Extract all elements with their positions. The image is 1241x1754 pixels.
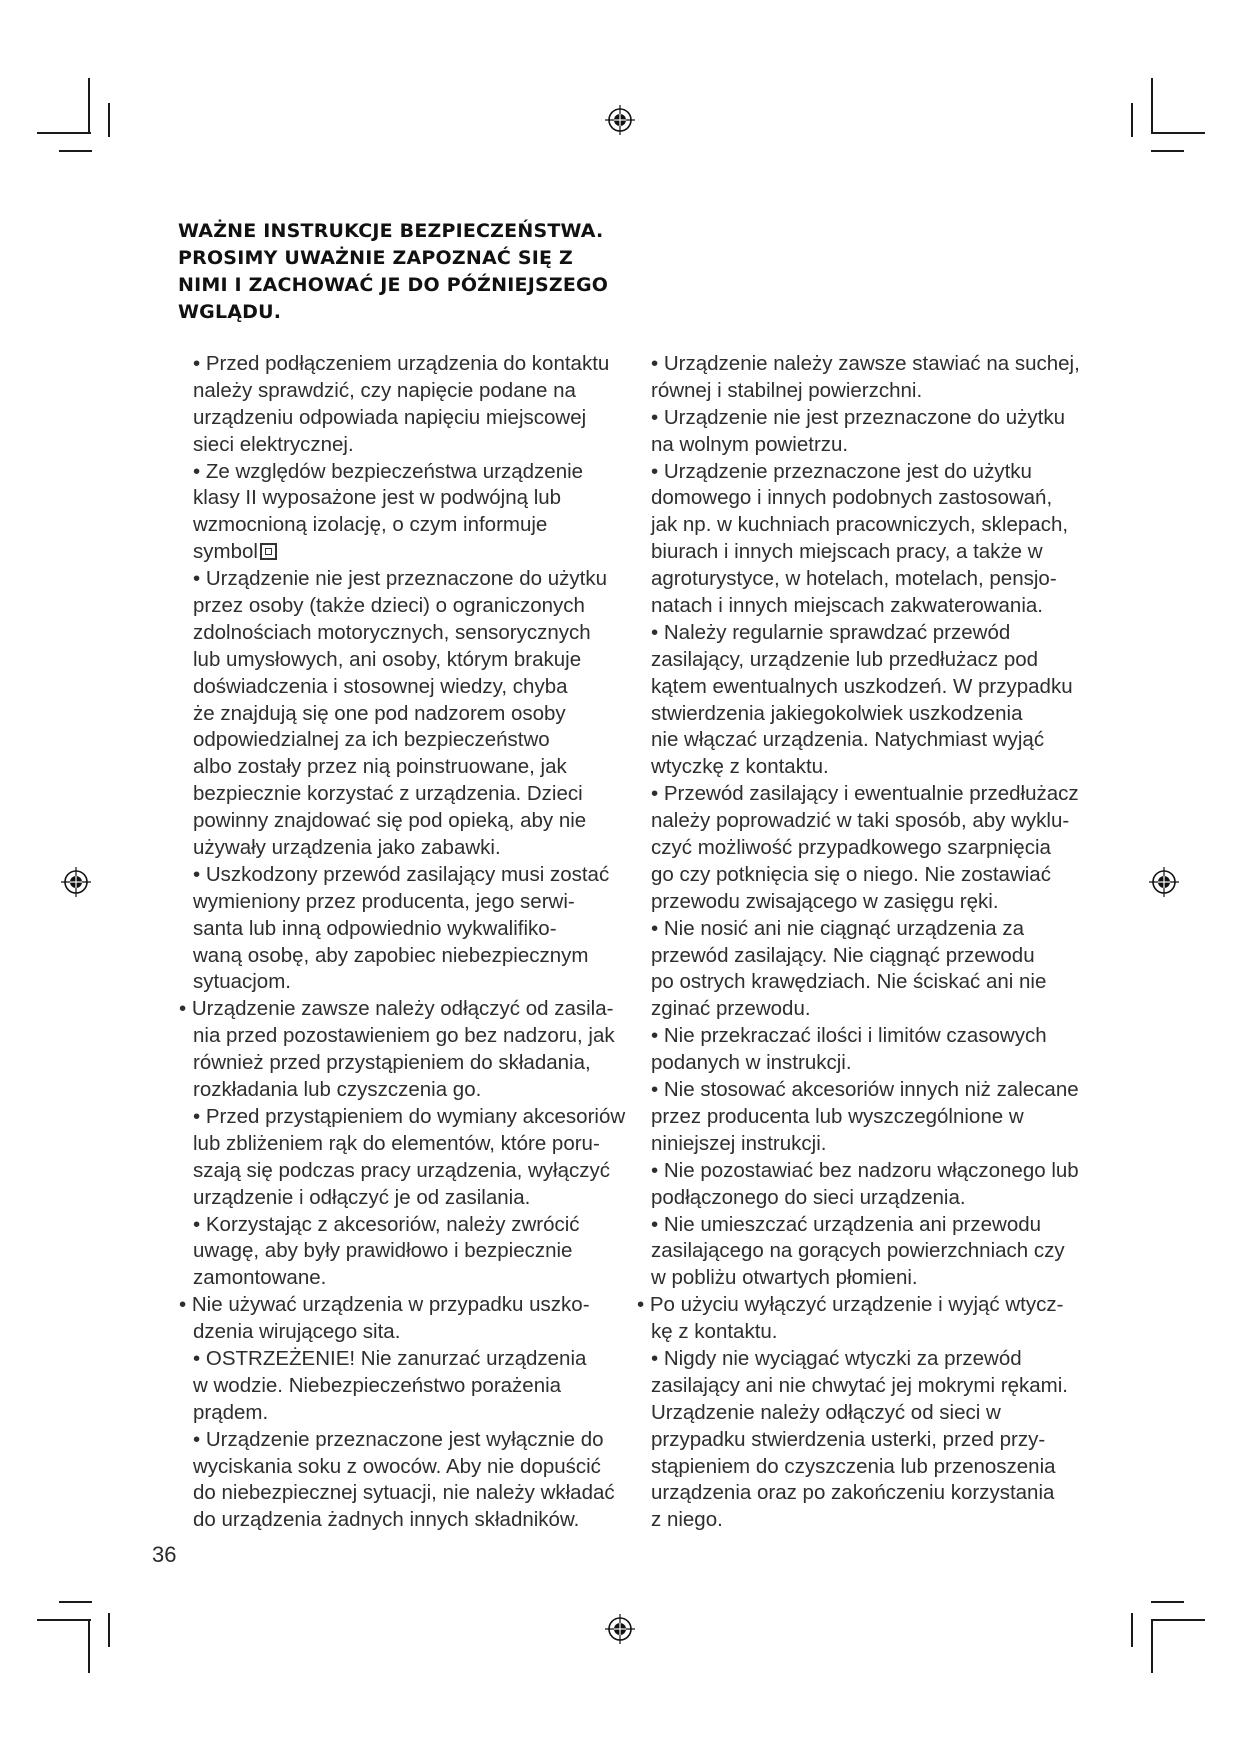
text-line: • Urządzenie przeznaczone jest wyłącznie do xyxy=(193,1427,604,1451)
text-line: w wodzie. Niebezpieczeństwo porażenia xyxy=(193,1373,562,1397)
text-line: santa lub inną odpowiednio wykwalifiko- xyxy=(193,916,557,940)
text-line: czyć możliwość przypadkowego szarpnięcia xyxy=(651,836,1051,860)
heading-line: WAŻNE INSTRUKCJE BEZPIECZEŃSTWA. xyxy=(178,220,604,242)
text-line: go czy potknięcia się o niego. Nie zostawiać xyxy=(651,862,1051,886)
text-line: • Przewód zasilający i ewentualnie przedłużacz xyxy=(651,782,1079,806)
text-line: zginać przewodu. xyxy=(651,997,811,1021)
crop-mark-tl-h1 xyxy=(37,132,91,134)
text-line: prądem. xyxy=(193,1400,269,1424)
text-line: • Nie umieszczać urządzenia ani przewodu xyxy=(651,1212,1042,1236)
text-line: zamontowane. xyxy=(193,1266,327,1290)
crop-mark-tr-v1 xyxy=(1151,78,1153,132)
text-line: wtyczkę z kontaktu. xyxy=(651,755,829,779)
registration-mark-right xyxy=(1149,867,1179,897)
registration-mark-top xyxy=(605,105,635,135)
text-line: • Nie używać urządzenia w przypadku uszko- xyxy=(179,1293,590,1317)
text-line: bezpiecznie korzystać z urządzenia. Dzieci xyxy=(193,782,583,806)
text-line: powinny znajdować się pod opieką, aby nie xyxy=(193,809,587,833)
text-line: • Należy regularnie sprawdzać przewód xyxy=(651,620,1011,644)
text-line: • Nie stosować akcesoriów innych niż zalecane xyxy=(651,1078,1079,1102)
text-line: że znajdują się one pod nadzorem osoby xyxy=(193,701,566,725)
text-line: używały urządzenia jako zabawki. xyxy=(193,836,501,860)
text-line: przez producenta lub wyszczególnione w xyxy=(651,1104,1024,1128)
text-line: • Urządzenie przeznaczone jest do użytku xyxy=(651,459,1032,483)
text-line: • Nie nosić ani nie ciągnąć urządzenia za xyxy=(651,916,1024,940)
text-line: przewód zasilający. Nie ciągnąć przewodu xyxy=(651,943,1035,967)
crop-mark-bl-h2 xyxy=(37,1619,91,1621)
text-line: dzenia wirującego sita. xyxy=(193,1320,401,1344)
text-line: niniejszej instrukcji. xyxy=(651,1131,827,1155)
symbol-line xyxy=(193,539,643,566)
heading-line: NIMI I ZACHOWAĆ JE DO PÓŹNIEJSZEGO xyxy=(178,274,609,296)
text-line: po ostrych krawędziach. Nie ściskać ani nie xyxy=(651,970,1047,994)
text-line: wyciskania soku z owoców. Aby nie dopuścić xyxy=(193,1454,601,1478)
text-line: z niego. xyxy=(651,1508,723,1532)
text-line: zasilający, urządzenie lub przedłużacz pod xyxy=(651,647,1039,671)
text-line: zdolnościach motorycznych, sensorycznych xyxy=(193,620,591,644)
text-line: przewodu zwisającego w zasięgu ręki. xyxy=(651,889,999,913)
text-line: Urządzenie należy odłączyć od sieci w xyxy=(651,1400,1001,1424)
text-line: w pobliżu otwartych płomieni. xyxy=(651,1266,918,1290)
text-line: waną osobę, aby zapobiec niebezpiecznym xyxy=(193,943,589,967)
text-line: stąpieniem do czyszczenia lub przenoszenia xyxy=(651,1454,1056,1478)
crop-mark-br-v1 xyxy=(1151,1619,1153,1673)
text-line: jak np. w kuchniach pracowniczych, sklepach, xyxy=(651,513,1069,537)
crop-mark-tr-h2 xyxy=(1151,150,1184,152)
text-line: odpowiedzialnej za ich bezpieczeństwo xyxy=(193,728,550,752)
text-line: • Urządzenie nie jest przeznaczone do użytku xyxy=(193,567,607,591)
text-line: • Uszkodzony przewód zasilający musi zostać xyxy=(193,862,610,886)
heading-line: PROSIMY UWAŻNIE ZAPOZNAĆ SIĘ Z xyxy=(178,247,573,269)
text-line: • Przed przystąpieniem do wymiany akcesoriów xyxy=(193,1104,626,1128)
crop-mark-tl-v1 xyxy=(88,78,90,132)
text-line: przypadku stwierdzenia usterki, przed przy- xyxy=(651,1427,1046,1451)
crop-mark-br-v2 xyxy=(1131,1613,1133,1647)
text-line: należy sprawdzić, czy napięcie podane na xyxy=(193,378,576,402)
page-number: 36 xyxy=(152,1542,177,1567)
heading-line: WGLĄDU. xyxy=(178,301,282,323)
text-line: lub umysłowych, ani osoby, którym brakuje xyxy=(193,647,582,671)
text-line: kę z kontaktu. xyxy=(651,1320,778,1344)
text-line: • Urządzenie zawsze należy odłączyć od zasila- xyxy=(179,997,614,1021)
text-line: sytuacjom. xyxy=(193,970,291,994)
text-line: równej i stabilnej powierzchni. xyxy=(651,378,923,402)
text-line: symbol xyxy=(193,540,258,564)
text-line: wymieniony przez producenta, jego serwi- xyxy=(193,889,575,913)
text-line: nie włączać urządzenia. Natychmiast wyjąć xyxy=(651,728,1045,752)
text-line: zasilającego na gorących powierzchniach czy xyxy=(651,1239,1065,1263)
text-line: lub zbliżeniem rąk do elementów, które poru- xyxy=(193,1131,600,1155)
text-line: sieci elektrycznej. xyxy=(193,432,354,456)
text-line: • Nie przekraczać ilości i limitów czasowych xyxy=(651,1024,1047,1048)
text-line: szają się podczas pracy urządzenia, wyłączyć xyxy=(193,1158,611,1182)
crop-mark-tl-v2 xyxy=(108,103,110,137)
text-line: albo zostały przez nią poinstruowane, jak xyxy=(193,755,567,779)
text-line: • OSTRZEŻENIE! Nie zanurzać urządzenia xyxy=(193,1346,587,1370)
text-line: stwierdzenia jakiegokolwiek uszkodzenia xyxy=(651,701,1023,725)
text-line: urządzenie i odłączyć je od zasilania. xyxy=(193,1185,531,1209)
text-line: domowego i innych podobnych zastosowań, xyxy=(651,486,1053,510)
text-line: • Urządzenie nie jest przeznaczone do użytku xyxy=(651,405,1065,429)
text-line: biurach i innych miejscach pracy, a także w xyxy=(651,540,1043,564)
text-line: również przed przystąpieniem do składania, xyxy=(193,1051,591,1075)
crop-mark-tr-v2 xyxy=(1131,103,1133,137)
text-line: podłączonego do sieci urządzenia. xyxy=(651,1185,966,1209)
text-line: uwagę, aby były prawidłowo i bezpiecznie xyxy=(193,1239,573,1263)
text-line: zasilający ani nie chwytać jej mokrymi rękami. xyxy=(651,1373,1068,1397)
text-line: agroturystyce, w hotelach, motelach, pensjo- xyxy=(651,567,1057,591)
text-line: • Urządzenie należy zawsze stawiać na suchej, xyxy=(651,352,1080,375)
crop-mark-br-h1 xyxy=(1151,1601,1184,1603)
right-column xyxy=(637,351,1096,1534)
text-line: należy poprowadzić w taki sposób, aby wyklu- xyxy=(651,809,1070,833)
crop-mark-bl-v2 xyxy=(108,1613,110,1647)
text-line: • Po użyciu wyłączyć urządzenie i wyjąć wtycz- xyxy=(637,1293,1064,1317)
text-line: wzmocnioną izolację, o czym informuje xyxy=(193,513,548,537)
text-line: • Ze względów bezpieczeństwa urządzenie xyxy=(193,459,584,483)
text-line: nia przed pozostawieniem go bez nadzoru, jak xyxy=(193,1024,615,1048)
text-line: • Nigdy nie wyciągać wtyczki za przewód xyxy=(651,1346,1022,1370)
safety-heading xyxy=(178,218,638,326)
crop-mark-bl-h1 xyxy=(59,1601,92,1603)
crop-mark-tr-h1 xyxy=(1151,132,1205,134)
crop-mark-tl-h2 xyxy=(59,150,92,152)
text-line: do niebezpiecznej sytuacji, nie należy wkładać xyxy=(193,1481,615,1505)
registration-mark-bottom xyxy=(605,1614,635,1644)
text-line: do urządzenia żadnych innych składników. xyxy=(193,1508,580,1532)
text-line: natach i innych miejscach zakwaterowania. xyxy=(651,594,1043,618)
double-square-icon xyxy=(260,543,277,560)
registration-mark-left xyxy=(61,867,91,897)
text-line: na wolnym powietrzu. xyxy=(651,432,849,456)
text-line: urządzenia oraz po zakończeniu korzystania xyxy=(651,1481,1055,1505)
text-line: urządzeniu odpowiada napięciu miejscowej xyxy=(193,405,587,429)
text-line: kątem ewentualnych uszkodzeń. W przypadku xyxy=(651,674,1073,698)
text-line: • Korzystając z akcesoriów, należy zwrócić xyxy=(193,1212,580,1236)
crop-mark-bl-v1 xyxy=(88,1619,90,1673)
text-line: podanych w instrukcji. xyxy=(651,1051,852,1075)
text-line: klasy II wyposażone jest w podwójną lub xyxy=(193,486,562,510)
text-line: • Nie pozostawiać bez nadzoru włączonego lub xyxy=(651,1158,1079,1182)
text-line: rozkładania lub czyszczenia go. xyxy=(193,1078,482,1102)
crop-mark-br-h2 xyxy=(1151,1619,1205,1621)
text-line: przez osoby (także dzieci) o ograniczonych xyxy=(193,594,585,618)
text-line: • Przed podłączeniem urządzenia do kontaktu xyxy=(193,352,610,375)
text-line: doświadczenia i stosownej wiedzy, chyba xyxy=(193,674,568,698)
left-column xyxy=(179,351,643,1534)
